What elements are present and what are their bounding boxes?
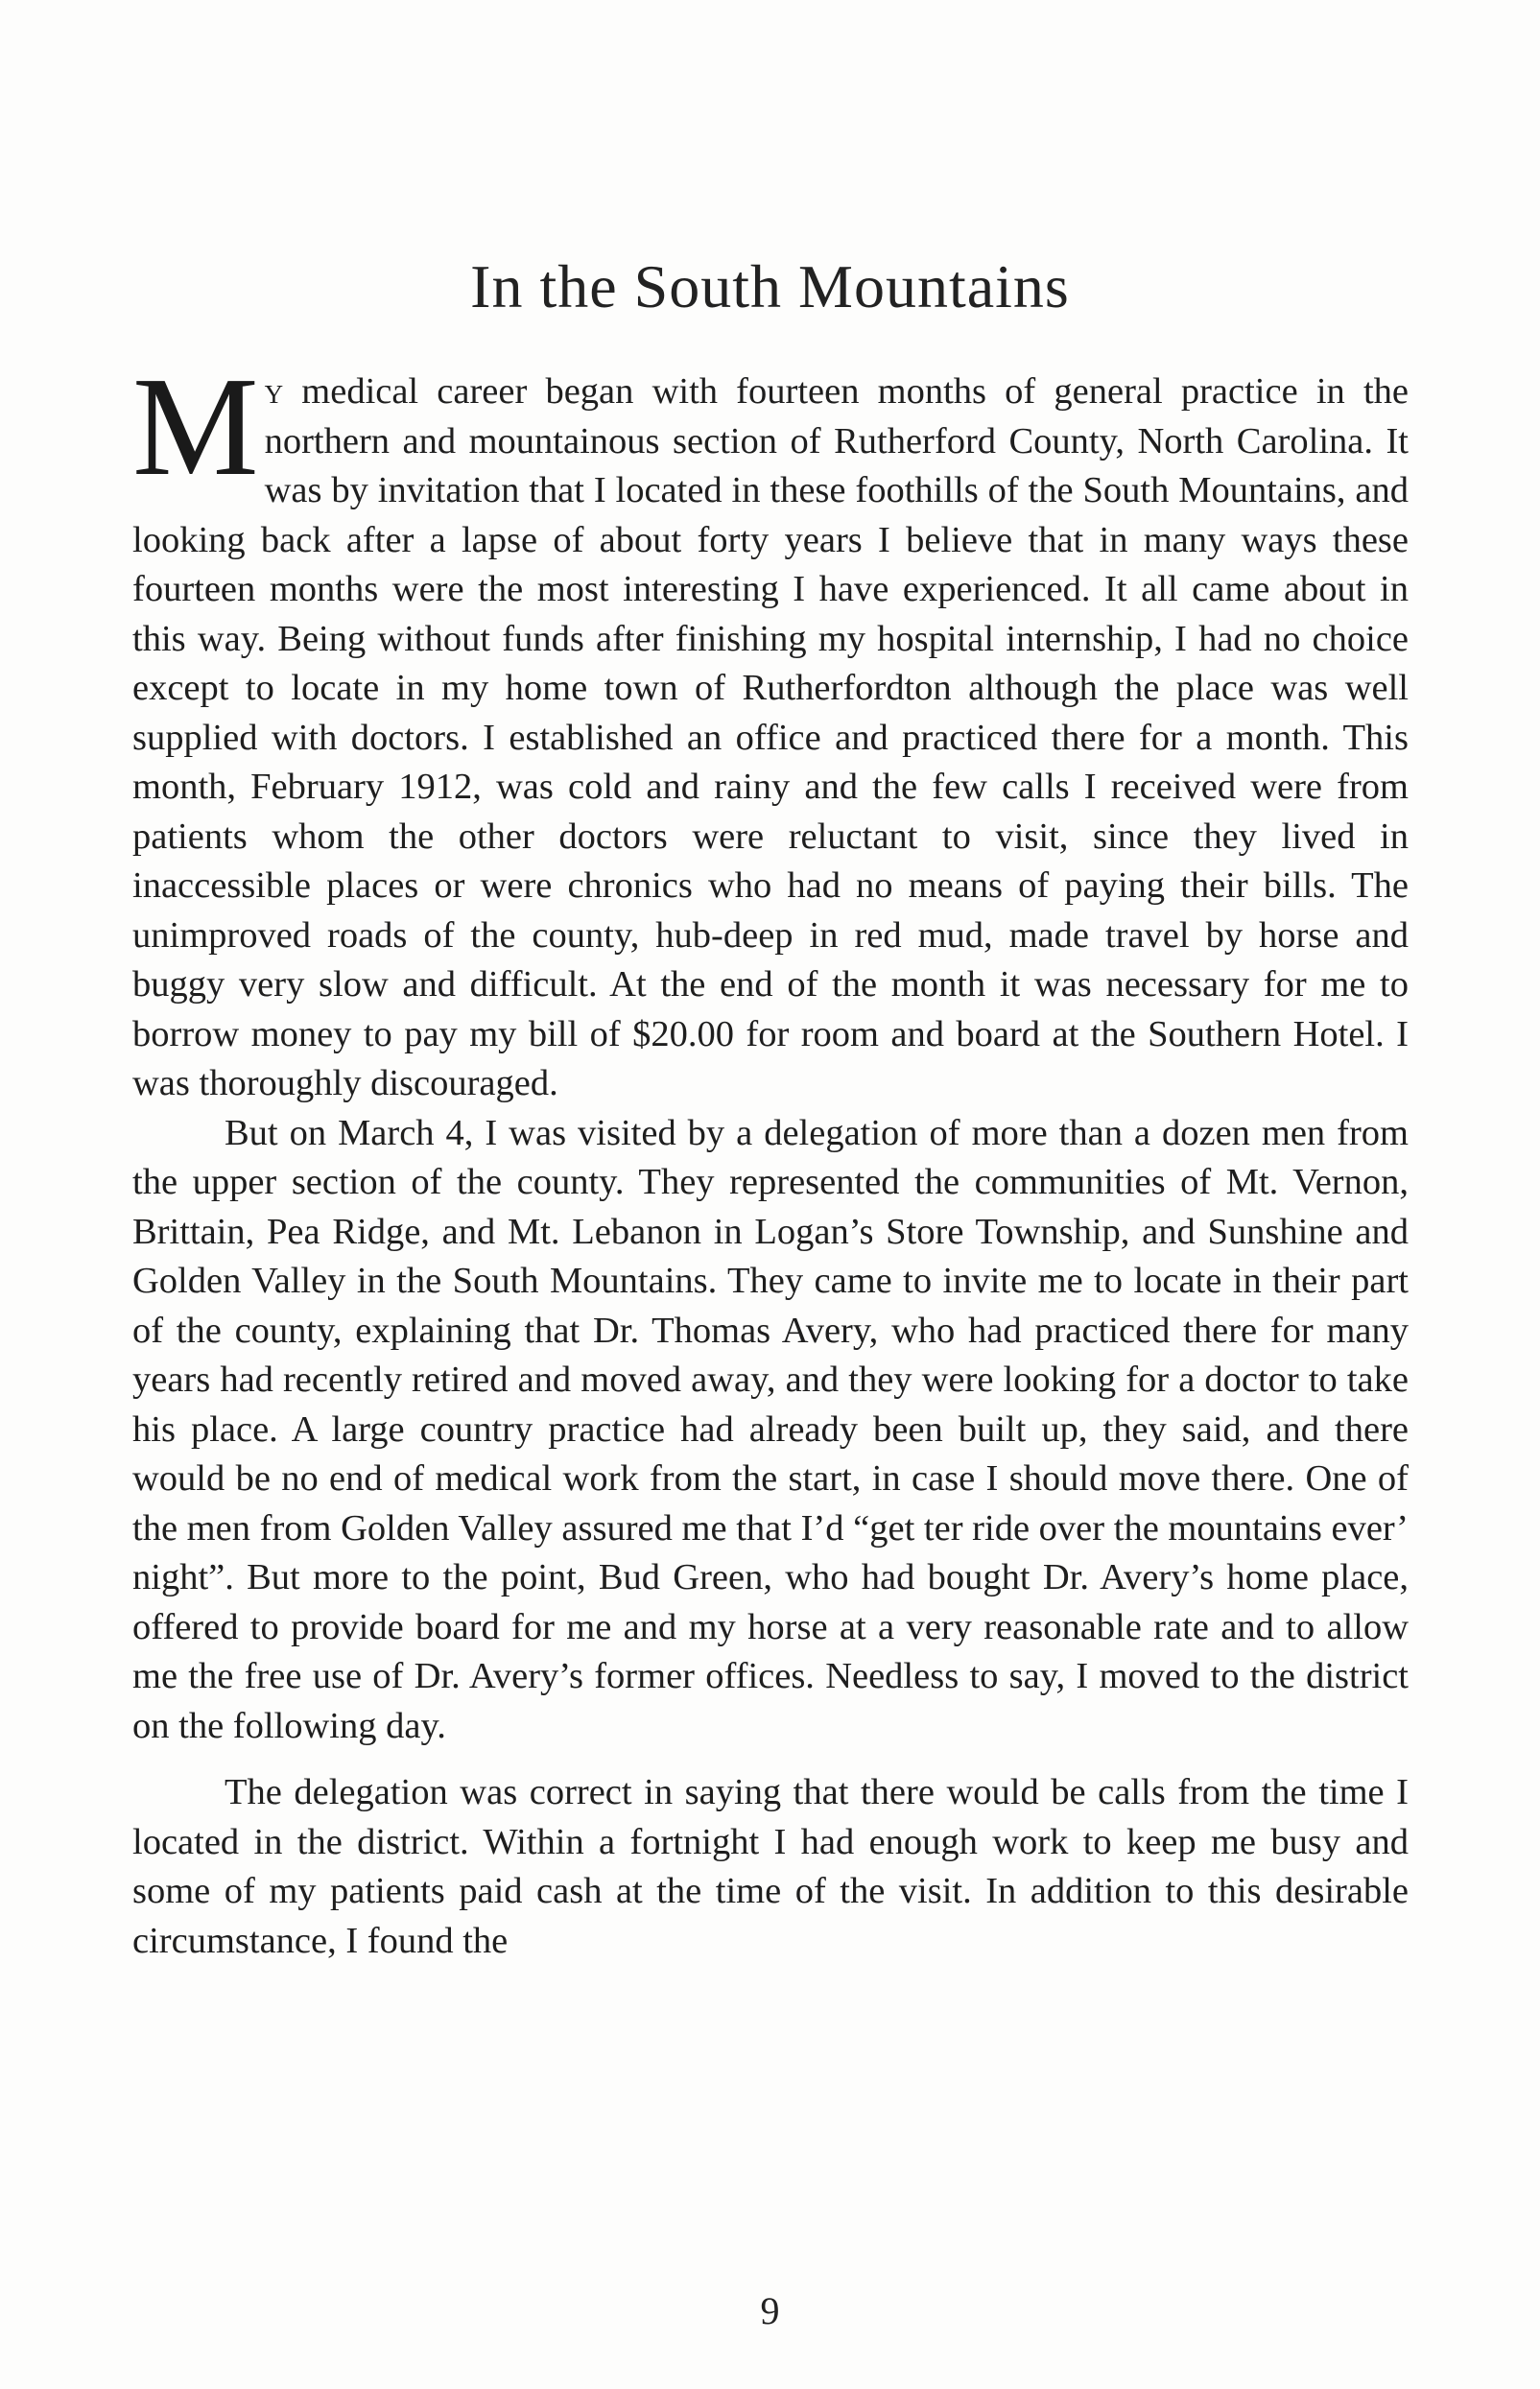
body-text xyxy=(132,348,1409,1966)
paragraph-3: The delegation was correct in saying that there would be calls from the time I located in the district. Within a fortnight I had enough work to keep me busy and some of my patients paid cash at the time of the visit. In addition to this desirable circumstance, I found the xyxy=(132,1772,1409,1961)
drop-cap-lead: y xyxy=(264,371,284,412)
paragraph-1-text: medical career began with fourteen months of general practice in the northern and mountainous section of Rutherford County, North Carolina. It was by invitation that I located in these foothills of the South Mountains, and looking back after a lapse of about forty years I believe that in many ways these fourteen months were the most interesting I have experienced. It all came about in this way. Being without funds after finishing my hospital internship, I had no choice except to locate in my home town of Rutherfordton although the place was well supplied with doctors. I established an office and practiced there for a month. This month, February 1912, was cold and rainy and the few calls I received were from patients whom the other doctors were reluctant to visit, since they lived in inaccessible places or were chronics who had no means of paying their bills. The unimproved roads of the county, hub-deep in red mud, made travel by horse and buggy very slow and difficult. At the end of the month it was necessary for me to borrow money to pay my bill of $20.00 for room and board at the Southern Hotel. I was thoroughly discouraged. xyxy=(132,371,1409,1103)
chapter-title: In the South Mountains xyxy=(470,252,1070,320)
paragraph-2: But on March 4, I was visited by a delegation of more than a dozen men from the upper section of the county. They represented the communities of Mt. Vernon, Brittain, Pea Ridge, and Mt. Lebanon in Logan’s Store Township, and Sunshine and Golden Valley in the South Mountains. They came to invite me to locate in their part of the county, explaining that Dr. Thomas Avery, who had practiced there for many years had recently retired and moved away, and they were looking for a doctor to take his place. A large country practice had already been built up, they said, and there would be no end of medical work from the start, in case I should move there. One of the men from Golden Valley assured me that I’d “get ter ride over the mountains ever’ night”. But more to the point, Bud Green, who had bought Dr. Avery’s home place, offered to provide board for me and my horse at a very reasonable rate and to allow me the free use of Dr. Avery’s former offices. Needless to say, I moved to the district on the following day. xyxy=(132,1112,1409,1746)
paragraph-1 xyxy=(132,348,1409,1109)
page-number: 9 xyxy=(760,2289,780,2332)
drop-cap: M xyxy=(132,348,259,506)
